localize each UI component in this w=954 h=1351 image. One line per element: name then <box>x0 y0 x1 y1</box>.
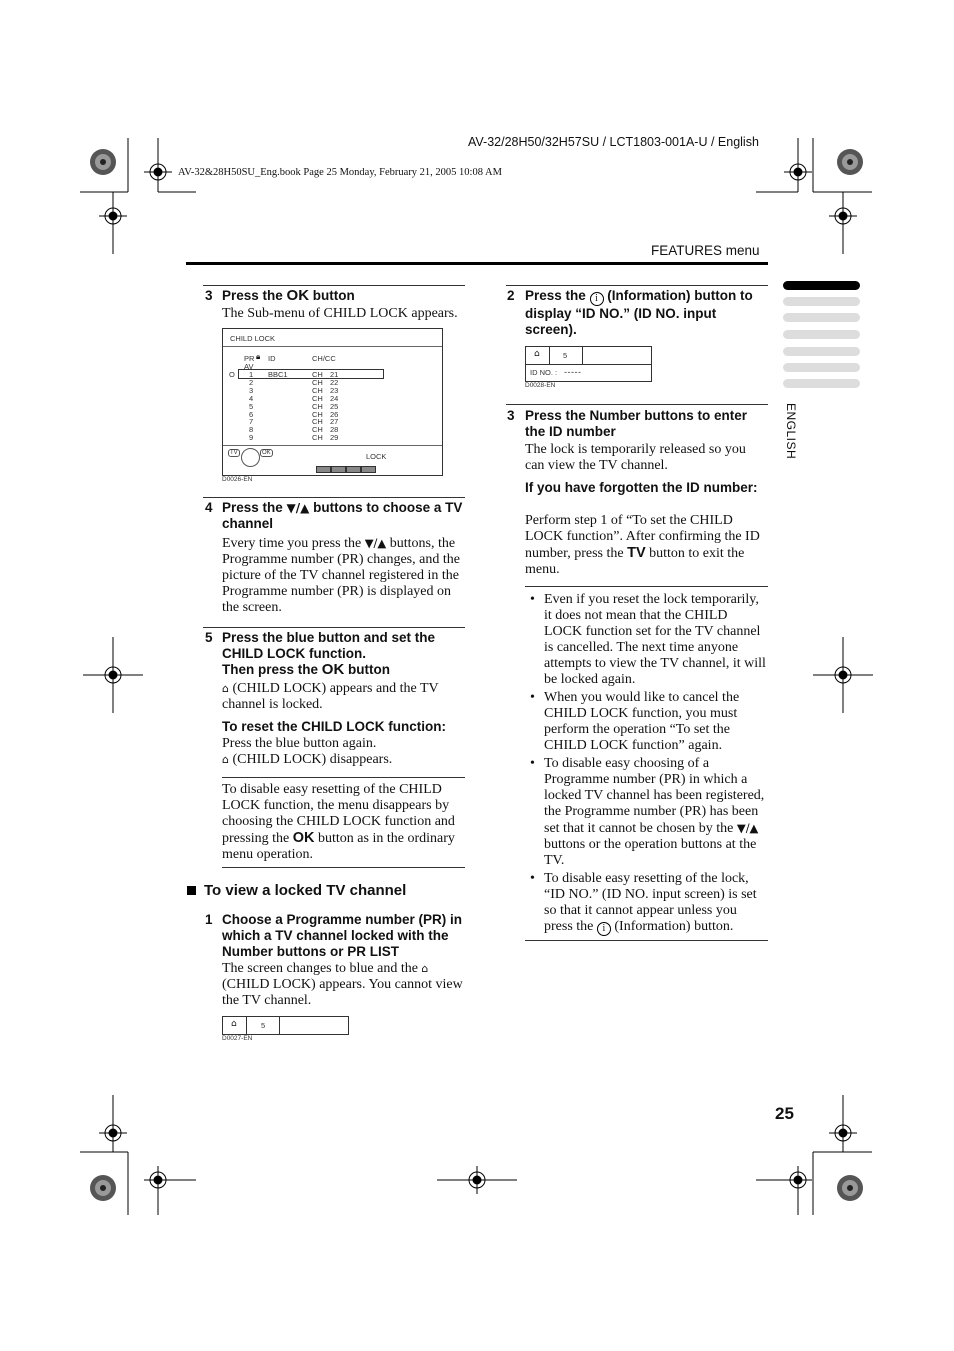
info-icon: i <box>597 922 611 936</box>
step-number: 3 <box>507 408 515 423</box>
down-up-arrows-icon: ▼/▲ <box>736 821 759 835</box>
tv-button: TV <box>230 450 238 456</box>
lock-label: LOCK <box>366 452 387 461</box>
list-item: • Even if you reset the lock temporarily, it does not mean that the CHILD LOCK function set for the TV channel is cancelled. The next time anyone attempts to view the TV channel, it will be locked again. <box>525 592 768 688</box>
screen-title-rule <box>223 346 442 347</box>
id-input-screen <box>525 346 652 382</box>
child-lock-icon: ⌂ <box>231 1019 237 1029</box>
step-heading: Press the i (Information) button to display “ID NO.” (ID NO. input screen). <box>525 288 753 337</box>
step-number: 5 <box>205 630 213 645</box>
tv-button-glyph: TV <box>627 545 646 561</box>
id-no-value: ----- <box>564 367 582 377</box>
row-channel: 26 <box>330 409 339 419</box>
forgot-body: Perform step 1 of “To set the CHILD LOCK function”. After confirming the ID number, press the TV button to exit the menu. <box>525 513 760 577</box>
list-item: • To disable easy choosing of a Programme number (PR) in which a locked TV channel has been registered, the Programme number (PR) has been set that it cannot be chosen by the ▼/▲ buttons or the operation buttons at the TV. <box>525 756 768 869</box>
divider <box>203 285 465 286</box>
step-number: 1 <box>205 912 213 927</box>
row-pr: 5 <box>249 401 254 411</box>
divider <box>222 867 465 868</box>
row-pr: 2 <box>249 377 254 387</box>
note: To disable easy resetting of the CHILD LOCK function, the menu disappears by choosing the CHILD LOCK function and pressing the OK button as in the ordinary menu operation. <box>222 782 455 862</box>
row-channel: 24 <box>330 393 339 403</box>
divider <box>506 404 768 405</box>
row-pr: 9 <box>249 433 254 443</box>
step-body: Every time you press the ▼/▲ buttons, the Programme number (PR) changes, and the picture of the TV channel registered in the Programme number (PR) is displayed on the screen. <box>222 536 460 615</box>
row-pr: 4 <box>249 393 254 403</box>
pr-number: 5 <box>563 351 568 360</box>
doc-code: AV-32/28H50/32H57SU / LCT1803-001A-U / English <box>468 135 759 149</box>
figure-code: D0028-EN <box>525 382 556 389</box>
row-channel: 25 <box>330 401 339 411</box>
ok-button: OK <box>262 450 271 456</box>
row-channel: 29 <box>330 433 339 443</box>
figure-code: D0026-EN <box>222 476 253 483</box>
reset-body: Press the blue button again. ⌂ (CHILD LOCK) disappears. <box>222 736 393 767</box>
row-ch: CH <box>312 370 323 379</box>
side-tab-active <box>783 281 860 290</box>
col-pr: PR <box>244 354 255 363</box>
row-channel: 22 <box>330 377 339 387</box>
child-lock-screen <box>222 328 443 476</box>
col-chcc: CH/CC <box>312 354 336 363</box>
av-label: AV <box>244 362 254 371</box>
selection-box <box>238 369 384 379</box>
lock-icon: 🔒︎ <box>256 352 261 361</box>
child-lock-icon: ⌂ <box>421 962 429 975</box>
divider <box>203 627 465 628</box>
square-bullet-icon <box>187 886 196 895</box>
child-lock-icon: ⌂ <box>222 753 229 766</box>
row-ch: CH <box>312 409 323 419</box>
row-pr: 3 <box>249 385 254 395</box>
side-tab <box>783 347 860 356</box>
child-lock-icon: ⌂ <box>222 682 229 695</box>
step-body: The Sub-menu of CHILD LOCK appears. <box>222 306 458 321</box>
row-channel: 27 <box>330 417 339 427</box>
row-channel: 21 <box>330 370 339 379</box>
id-no-label: ID NO. : <box>530 368 558 377</box>
list-item: • When you would like to cancel the CHILD LOCK function, you must perform the operation “To set the CHILD LOCK function” again. <box>525 690 768 754</box>
step-heading: Press the ▼/▲ buttons to choose a TV channel <box>222 500 463 531</box>
cursor-marker: O <box>229 370 235 379</box>
divider <box>525 586 768 587</box>
reset-heading: To reset the CHILD LOCK function: <box>222 719 446 734</box>
col-id: ID <box>268 354 276 363</box>
row-ch: CH <box>312 433 323 443</box>
row-channel: 28 <box>330 425 339 435</box>
side-tab <box>783 313 860 322</box>
step-heading: Press the blue button and set the CHILD LOCK function. Then press the OK button <box>222 630 436 678</box>
row-ch: CH <box>312 385 323 395</box>
row-pr: 8 <box>249 425 254 435</box>
row-channel: 23 <box>330 385 339 395</box>
section-heading: To view a locked TV channel <box>204 882 407 899</box>
step-body: ⌂ (CHILD LOCK) appears and the TV channel is locked. <box>222 681 439 712</box>
forgot-heading: If you have forgotten the ID number: <box>525 480 758 495</box>
ok-button-glyph: OK <box>321 661 345 678</box>
child-lock-icon: ⌂ <box>534 349 540 359</box>
side-tab <box>783 379 860 388</box>
list-item: • To disable easy resetting of the lock, “ID NO.” (ID NO. input screen) is set so that it cannot appear unless you press the i (Information) button. <box>525 871 768 936</box>
row-ch: CH <box>312 417 323 427</box>
step-number: 4 <box>205 500 213 515</box>
info-icon: i <box>590 292 604 306</box>
divider <box>506 285 768 286</box>
step-number: 2 <box>507 288 515 303</box>
locked-channel-screen <box>222 1016 349 1035</box>
color-buttons <box>316 460 376 478</box>
divider <box>203 497 465 498</box>
divider <box>525 940 768 941</box>
side-tab <box>783 297 860 306</box>
screen-title: CHILD LOCK <box>230 334 276 343</box>
language-label: ENGLISH <box>784 403 798 460</box>
step-heading: Choose a Programme number (PR) in which a TV channel locked with the Number buttons or PR LIST <box>222 912 463 959</box>
notes-list <box>525 592 768 937</box>
step-heading: Press the Number buttons to enter the ID number <box>525 408 748 439</box>
section-title: FEATURES menu <box>651 243 760 258</box>
row-ch: CH <box>312 377 323 387</box>
down-up-arrows-icon: ▼/▲ <box>286 501 310 515</box>
ok-button-glyph: OK <box>286 287 310 304</box>
row-pr: 6 <box>249 409 254 419</box>
step-body: The screen changes to blue and the ⌂ (CHILD LOCK) appears. You cannot view the TV channel. <box>222 961 463 1008</box>
ok-button-glyph: OK <box>292 830 315 846</box>
header-rule <box>186 262 768 265</box>
row-pr: 1 <box>249 370 254 379</box>
step-heading: Press the OK button <box>222 287 355 304</box>
dpad-icon <box>241 448 260 467</box>
side-tab <box>783 363 860 372</box>
divider <box>222 777 465 778</box>
row-ch: CH <box>312 393 323 403</box>
step-body: The lock is temporarily released so you can view the TV channel. <box>525 442 746 473</box>
pr-number: 5 <box>261 1021 266 1030</box>
side-tab <box>783 330 860 339</box>
print-info: AV-32&28H50SU_Eng.book Page 25 Monday, February 21, 2005 10:08 AM <box>178 167 502 178</box>
down-up-arrows-icon: ▼/▲ <box>364 536 387 550</box>
row-pr: 7 <box>249 417 254 427</box>
screen-bottom-rule <box>223 445 442 446</box>
row-ch: CH <box>312 401 323 411</box>
step-number: 3 <box>205 288 213 303</box>
row-ch: CH <box>312 425 323 435</box>
row-id: BBC1 <box>268 370 288 379</box>
page-number: 25 <box>775 1104 794 1123</box>
figure-code: D0027-EN <box>222 1035 253 1042</box>
